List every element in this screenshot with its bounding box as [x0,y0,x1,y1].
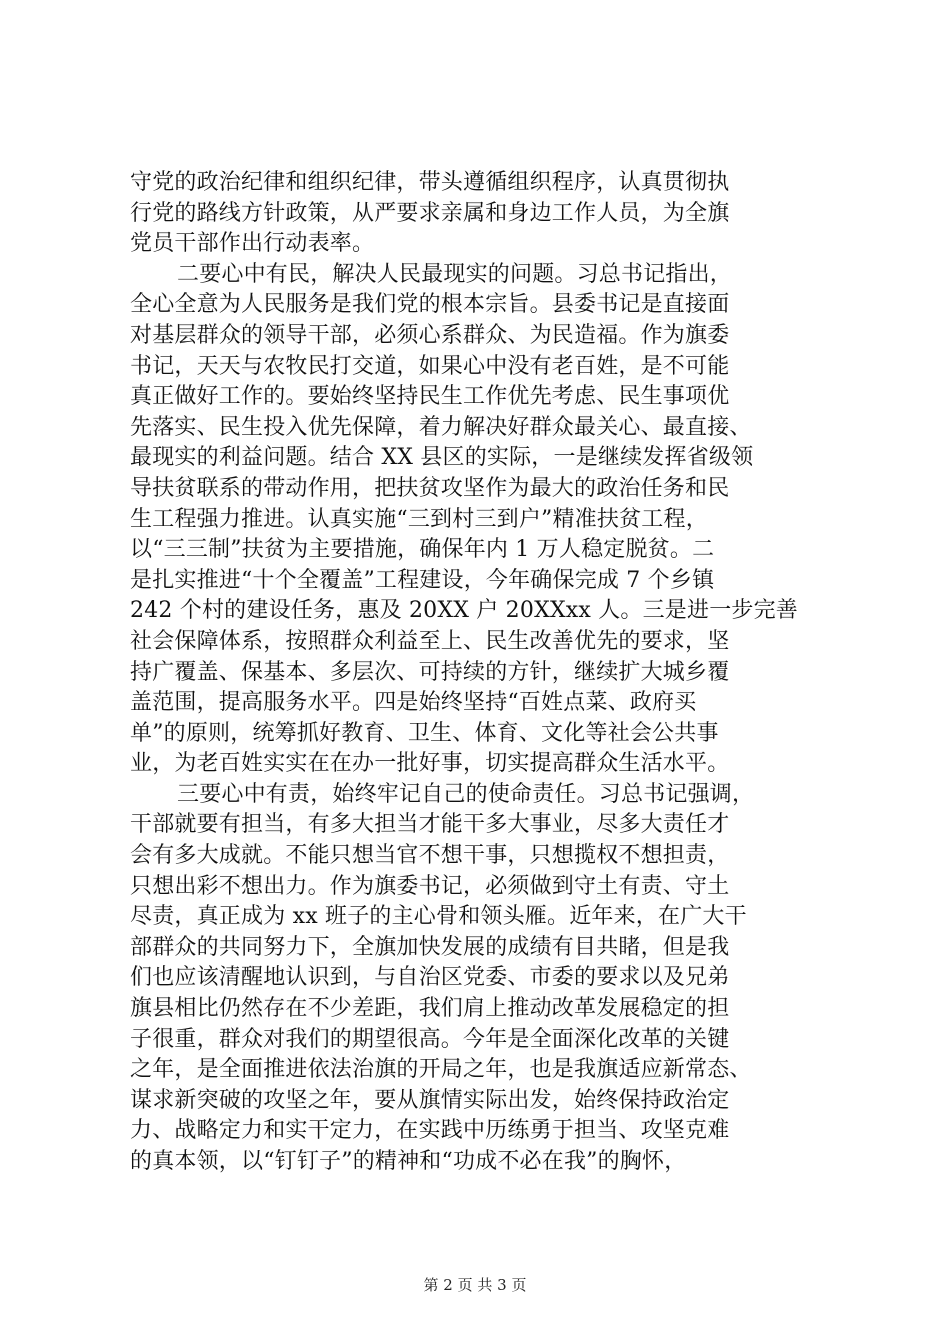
text-line: 最现实的利益问题。结合 XX 县区的实际，一是继续发挥省级领 [130,445,754,471]
document-body [130,168,830,1178]
text-line: 生工程强力推进。认真实施“三到村三到户”精准扶贫工程， [130,506,708,532]
text-line: 干部就要有担当，有多大担当才能干多大事业，尽多大责任才 [130,812,730,838]
text-line: 是扎实推进“十个全覆盖”工程建设，今年确保完成 7 个乡镇 [130,567,715,593]
text-line: 谋求新突破的攻坚之年，要从旗情实际出发，始终保持政治定 [130,1087,730,1113]
text-line: 守党的政治纪律和组织纪律，带头遵循组织程序，认真贯彻执 [130,170,730,195]
page-footer: 第 2 页 共 3 页 [423,1276,527,1294]
text-line: 242 个村的建设任务，惠及 20XX 户 20XXxx 人。三是进一步完善 [130,598,799,624]
text-line: 的真本领，以“钉钉子”的精神和“功成不必在我”的胸怀， [130,1149,687,1174]
text-line: 全心全意为人民服务是我们党的根本宗旨。县委书记是直接面 [130,292,730,318]
text-line: 业，为老百姓实实在在办一批好事，切实提高群众生活水平。 [130,751,730,777]
text-line: 尽责，真正成为 xx 班子的主心骨和领头雁。近年来，在广大干 [130,904,747,930]
text-line: 单”的原则，统筹抓好教育、卫生、体育、文化等社会公共事 [130,720,719,746]
text-line: 行党的路线方针政策，从严要求亲属和身边工作人员，为全旗 [130,200,730,226]
text-line: 只想出彩不想出力。作为旗委书记，必须做到守土有责、守土 [130,873,730,899]
paragraph-first-line: 二要心中有民，解决人民最现实的问题。习总书记指出， [177,261,733,287]
text-line: 力、战略定力和实干定力，在实践中历练勇于担当、攻坚克难 [130,1118,730,1144]
text-line: 持广覆盖、保基本、多层次、可持续的方针，继续扩大城乡覆 [130,659,730,685]
text-line: 导扶贫联系的带动作用，把扶贫攻坚作为最大的政治任务和民 [130,475,730,501]
text-line: 真正做好工作的。要始终坚持民生工作优先考虑、民生事项优 [130,384,730,410]
text-line: 党员干部作出行动表率。 [130,231,375,257]
text-line: 子很重，群众对我们的期望很高。今年是全面深化改革的关键 [130,1026,730,1052]
text-line: 对基层群众的领导干部，必须心系群众、为民造福。作为旗委 [130,322,730,348]
text-line: 以“三三制”扶贫为主要措施，确保年内 1 万人稳定脱贫。二 [130,537,715,563]
text-line: 们也应该清醒地认识到，与自治区党委、市委的要求以及兄弟 [130,965,730,991]
text-line: 盖范围，提高服务水平。四是始终坚持“百姓点菜、政府买 [130,690,697,716]
text-line: 书记，天天与农牧民打交道，如果心中没有老百姓，是不可能 [130,353,730,379]
paragraph-first-line: 三要心中有责，始终牢记自己的使命责任。习总书记强调， [177,781,755,807]
text-line: 会有多大成就。不能只想当官不想干事，只想揽权不想担责， [130,843,730,869]
text-line: 旗县相比仍然存在不少差距，我们肩上推动改革发展稳定的担 [130,996,730,1022]
text-line: 社会保障体系，按照群众利益至上、民生改善优先的要求，坚 [130,628,730,654]
text-line: 部群众的共同努力下，全旗加快发展的成绩有目共睹，但是我 [130,934,730,960]
text-line: 先落实、民生投入优先保障，着力解决好群众最关心、最直接、 [130,414,752,440]
text-line: 之年，是全面推进依法治旗的开局之年，也是我旗适应新常态、 [130,1057,752,1083]
